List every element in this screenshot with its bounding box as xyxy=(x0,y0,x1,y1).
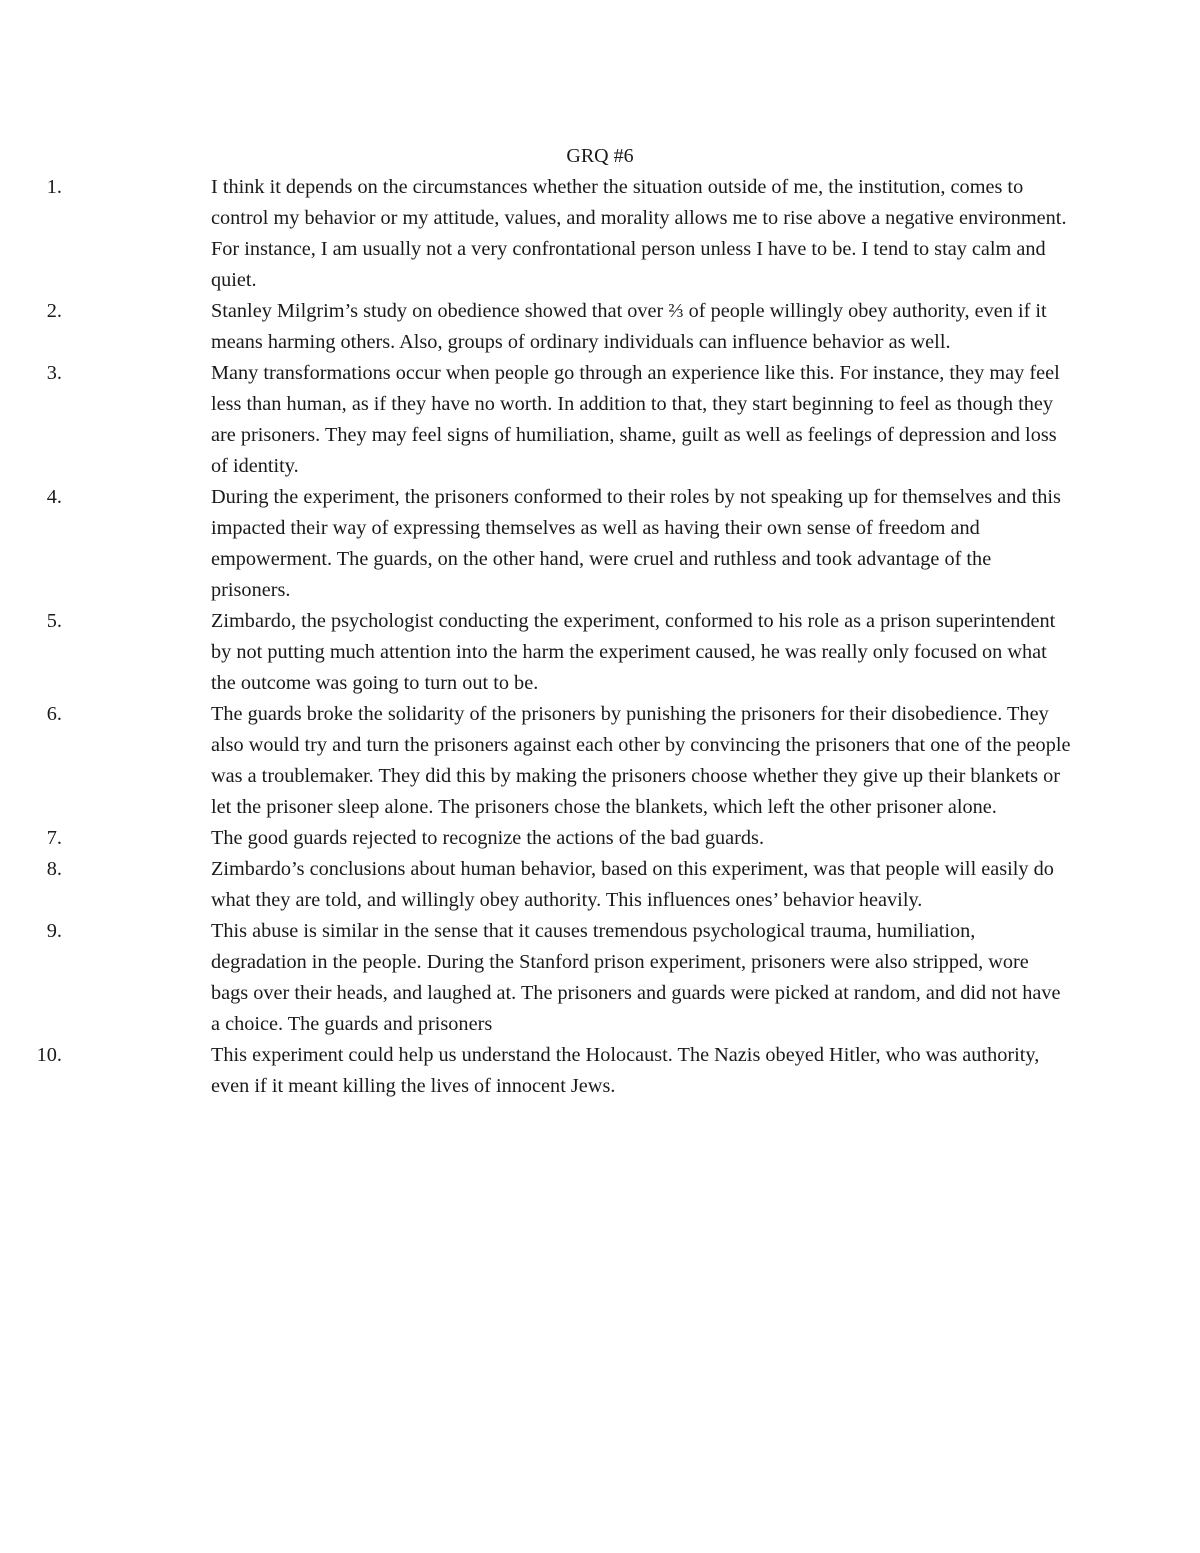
answer-number: 6. xyxy=(46,703,62,725)
answer-number: 9. xyxy=(46,920,62,942)
answer-item-3 xyxy=(0,358,1071,482)
answer-text: This experiment could help us understand the Holocaust. The Nazis obeyed Hitler, who was authority, even if it meant killing the lives of innocent Jews. xyxy=(211,1044,1040,1097)
answer-item-9 xyxy=(0,916,1071,1040)
answer-text: This abuse is similar in the sense that it causes tremendous psychological trauma, humiliation, degradation in the people. During the Stanford prison experiment, prisoners were also stripped, wore bags over their heads, and laughed at. The prisoners and guards were picked at random, and did not have a choice. The guards and prisoners xyxy=(211,920,1061,1035)
answer-number: 5. xyxy=(46,610,62,632)
answer-number: 3. xyxy=(46,362,62,384)
answer-text: Zimbardo, the psychologist conducting the experiment, conformed to his role as a prison superintendent by not putting much attention into the harm the experiment caused, he was really only focused on what the outcome was going to turn out to be. xyxy=(211,610,1056,694)
answer-item-5 xyxy=(0,606,1071,699)
answer-number: 10. xyxy=(36,1044,62,1066)
answer-item-1 xyxy=(0,172,1071,296)
answer-item-7 xyxy=(0,823,1071,854)
answer-text: The guards broke the solidarity of the prisoners by punishing the prisoners for their disobedience. They also would try and turn the prisoners against each other by convincing the prisoners that one of the people was a troublemaker. They did this by making the prisoners choose whether they give up their blankets or let the prisoner sleep alone. The prisoners chose the blankets, which left the other prisoner alone. xyxy=(211,703,1071,818)
answer-item-4 xyxy=(0,482,1071,606)
answer-number: 1. xyxy=(46,176,62,198)
answer-number: 2. xyxy=(46,300,62,322)
answer-item-10 xyxy=(0,1040,1071,1102)
answer-text: Stanley Milgrim’s study on obedience showed that over ⅔ of people willingly obey authority, even if it means harming others. Also, groups of ordinary individuals can influence behavior as well. xyxy=(211,300,1047,353)
answer-number: 8. xyxy=(46,858,62,880)
answer-text: I think it depends on the circumstances whether the situation outside of me, the institution, comes to control my behavior or my attitude, values, and morality allows me to rise above a negative environment. For instance, I am usually not a very confrontational person unless I have to be. I tend to stay calm and quiet. xyxy=(211,176,1067,291)
answer-item-2 xyxy=(0,296,1071,358)
answer-number: 7. xyxy=(46,827,62,849)
answer-number: 4. xyxy=(46,486,62,508)
answer-list xyxy=(0,172,1200,1102)
answer-text: The good guards rejected to recognize the actions of the bad guards. xyxy=(211,827,765,849)
answer-text: During the experiment, the prisoners conformed to their roles by not speaking up for themselves and this impacted their way of expressing themselves as well as having their own sense of freedom and empowerment. The guards, on the other hand, were cruel and ruthless and took advantage of the prisoners. xyxy=(211,486,1061,601)
answer-item-8 xyxy=(0,854,1071,916)
document-title: GRQ #6 xyxy=(566,145,634,167)
answer-text: Zimbardo’s conclusions about human behavior, based on this experiment, was that people will easily do what they are told, and willingly obey authority. This influences ones’ behavior heavily. xyxy=(211,858,1054,911)
answer-text: Many transformations occur when people go through an experience like this. For instance, they may feel less than human, as if they have no worth. In addition to that, they start beginning to feel as though they are prisoners. They may feel signs of humiliation, shame, guilt as well as feelings of depression and loss of identity. xyxy=(211,362,1060,477)
answer-item-6 xyxy=(0,699,1071,823)
